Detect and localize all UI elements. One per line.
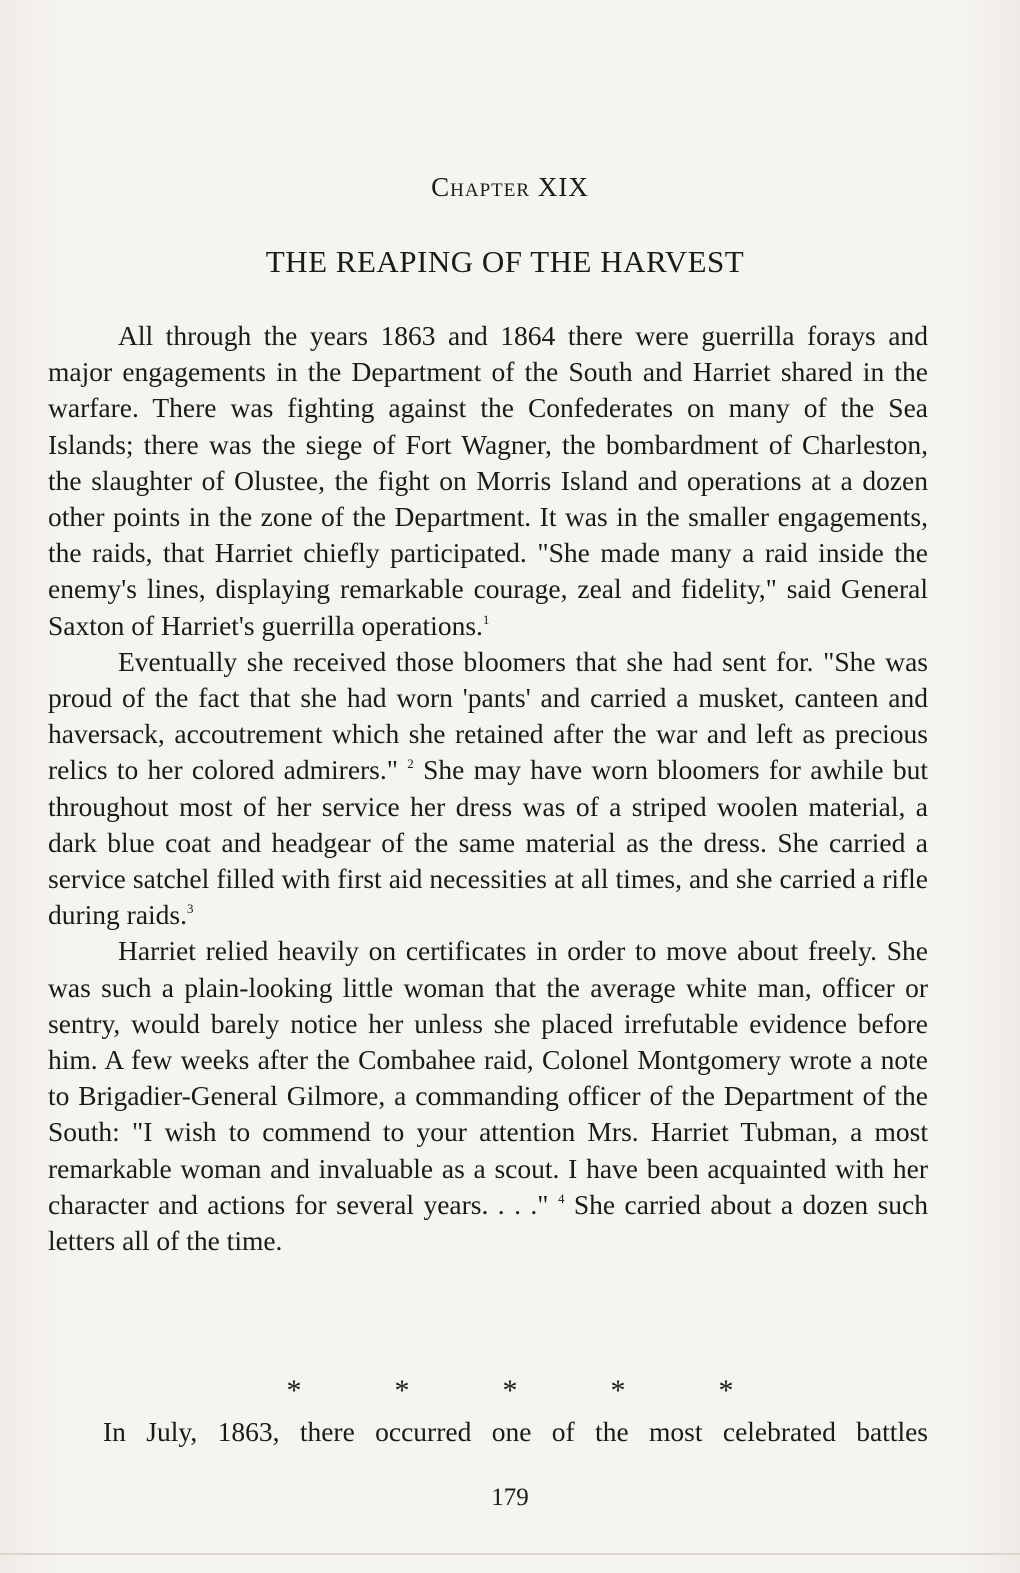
section-separator	[0, 1374, 1020, 1408]
paragraph-text: Eventually she received those bloomers that she had sent for. "She was proud of the fact that she had worn 'pants' and carried a musket, canteen and haversack, accoutrement which she retained after the war and left as precious relics to her colored admirers."	[48, 645, 928, 786]
footnote-marker: 4	[557, 1190, 565, 1206]
chapter-label-word: hapter	[450, 172, 531, 202]
paragraph	[48, 933, 928, 1259]
scan-edge-divider	[0, 1553, 1020, 1555]
continuing-paragraph: In July, 1863, there occurred one of the most celebrated battles	[103, 1416, 928, 1447]
paragraph-text: Harriet relied heavily on certificates in order to move about freely. She was such a plain-looking little woman that the average white man, officer or sentry, would barely notice her unless she placed irrefutable evidence before him. A few weeks after the Combahee raid, Colonel Montgomery wrote a note to Brigadier-General Gilmore, a commanding officer of the Department of the South: "I wish to commend to your attention Mrs. Harriet Tubman, a most remarkable woman and invaluable as a scout. I have been acquainted with her character and actions for several years. . . ."	[48, 935, 928, 1220]
chapter-title: THE REAPING OF THE HARVEST	[265, 244, 745, 279]
footnote-marker: 1	[482, 611, 490, 627]
footnote-marker: 2	[407, 756, 414, 772]
paragraph-text: All through the years 1863 and 1864 there were guerrilla forays and major engagements in the Department of the South and Harriet shared in the warfare. There was fighting against the Confederates on many of the Sea Islands; there was the siege of Fort Wagner, the bombardment of Charleston, the slaughter of Olustee, the fight on Morris Island and operations at a dozen other points in the zone of the Department. It was in the smaller engagements, the raids, that Harriet chiefly participated. "She made many a raid inside the enemy's lines, displaying remarkable courage, zeal and fidelity," said General Saxton of Harriet's guerrilla operations.	[48, 320, 928, 641]
asterisk: *	[718, 1374, 734, 1407]
footnote-marker: 3	[187, 901, 194, 917]
asterisk: *	[286, 1374, 302, 1407]
asterisk: *	[394, 1374, 410, 1407]
chapter-label	[0, 172, 1020, 203]
paragraph-text-continued: She may have worn bloomers for awhile but throughout most of her service her dress was of a striped woolen material, a dark blue coat and headgear of the same material as the dress. She carried a service satchel filled with first aid necessities at all times, and she carried a rifle during raids.	[48, 754, 928, 931]
asterisk: *	[610, 1374, 626, 1407]
body-text	[48, 318, 928, 1259]
paragraph	[48, 318, 928, 644]
chapter-label-initial: C	[431, 172, 451, 202]
chapter-numeral: XIX	[537, 172, 589, 202]
asterisk: *	[502, 1374, 518, 1407]
page-number: 179	[491, 1484, 529, 1511]
paragraph	[48, 644, 928, 934]
paragraph-text-continued: She carried about a dozen such letters all of the time.	[48, 1188, 928, 1257]
